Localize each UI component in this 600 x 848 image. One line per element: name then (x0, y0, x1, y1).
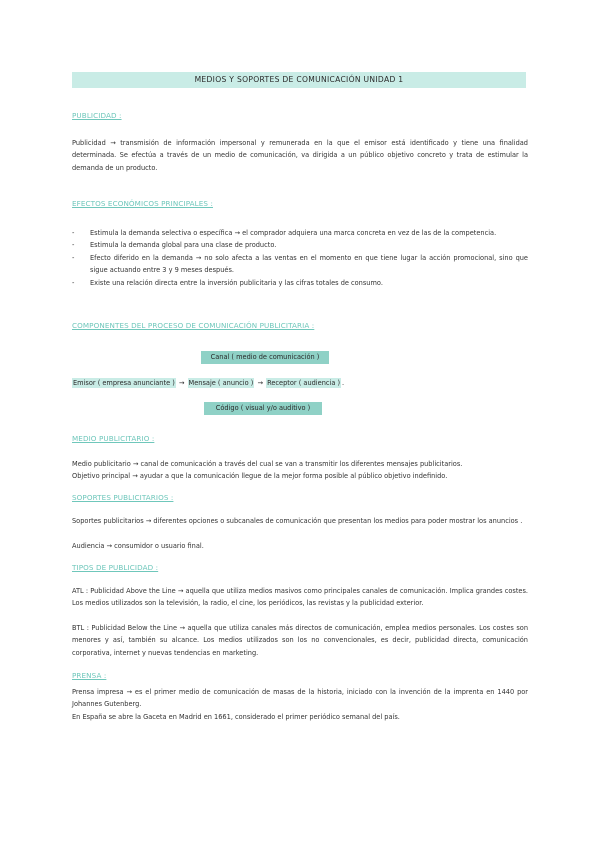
list-item: - Efecto diferido en la demanda → no solo afecta a las ventas en el momento en que tiene lugar la acción promocional, sino que sigue actuando entre 3 y 9 meses después. (72, 253, 528, 275)
list-item: - Existe una relación directa entre la inversión publicitaria y las cifras totales de consumo. (80, 277, 528, 289)
paragraph-btl: BTL : Publicidad Below the Line → aquella que utiliza canales más directos de comunicación, emplea medios personales. Los costes son menores y así, también su alcance. Los medios utilizados son los no convencionales, es decir, publicidad directa, comunicación corporativa, internet y nuevas tendencias en marketing. (72, 624, 528, 657)
list-efectos (72, 227, 528, 289)
bullet-dash: - (72, 278, 75, 287)
paragraph-medio-1: Medio publicitario → canal de comunicación a través del cual se van a transmitir los diferentes mensajes publicitarios. (72, 460, 463, 468)
paragraph-atl: ATL : Publicidad Above the Line → aquella que utiliza medios masivos como principales canales de comunicación. Implica grandes costes. Los medios utilizados son la televisión, la radio, el cine, los periódicos, las revistas y la publicidad exterior. (72, 587, 528, 608)
document-title: MEDIOS Y SOPORTES DE COMUNICACIÓN UNIDAD 1 (72, 72, 526, 88)
receptor-box: Receptor ( audiencia ) (267, 379, 341, 387)
mensaje-box: Mensaje ( anuncio ) (188, 379, 254, 387)
heading-tipos: TIPOS DE PUBLICIDAD : (72, 563, 159, 572)
canal-box: Canal ( medio de comunicación ) (201, 351, 329, 364)
flow-end: . (342, 379, 345, 387)
paragraph-soportes-2: Audiencia → consumidor o usuario final. (72, 542, 204, 550)
paragraph-medio-2: Objetivo principal → ayudar a que la comunicación llegue de la mejor forma posible al público objetivo indefinido. (72, 472, 448, 480)
paragraph-prensa-2: En España se abre la Gaceta en Madrid en 1661, considerado el primer periódico semanal del país. (72, 713, 400, 721)
codigo-box: Código ( visual y/o auditivo ) (204, 402, 322, 415)
bullet-dash: - (72, 229, 75, 237)
emisor-box: Emisor ( empresa anunciante ) (73, 379, 175, 387)
communication-flow (72, 377, 345, 390)
heading-soportes: SOPORTES PUBLICITARIOS : (72, 493, 174, 502)
paragraph-prensa-1: Prensa impresa → es el primer medio de comunicación de masas de la historia, iniciado con la invención de la imprenta en 1440 por Johannes Gutenberg. (72, 688, 528, 709)
heading-prensa: PRENSA : (72, 671, 107, 680)
paragraph-publicidad: Publicidad → transmisión de información impersonal y remunerada en la que el emisor está identificado y tiene una finalidad determinada. Se efectúa a través de un medio de comunicación, va dirigida a un público objetivo concreto y trata de estimular la demanda de un producto. (72, 139, 528, 172)
bullet-dash: - (72, 241, 75, 250)
arrow-icon: → (178, 379, 185, 387)
list-item: - Estimula la demanda global para una clase de producto. (80, 239, 528, 251)
bullet-dash: - (72, 253, 75, 262)
heading-componentes: COMPONENTES DEL PROCESO DE COMUNICACIÓN PUBLICITARIA : (72, 321, 315, 330)
list-item: - Estimula la demanda selectiva o específica → el comprador adquiera una marca concreta en vez de las de la competencia. (80, 227, 528, 239)
heading-publicidad: PUBLICIDAD : (72, 111, 122, 120)
arrow-icon: → (257, 379, 263, 387)
heading-medio: MEDIO PUBLICITARIO : (72, 434, 155, 443)
heading-efectos: EFECTOS ECONÓMICOS PRINCIPALES : (72, 199, 213, 208)
paragraph-soportes-1: Soportes publicitarios → diferentes opciones o subcanales de comunicación que presentan los medios para poder mostrar los anuncios . (72, 517, 523, 525)
